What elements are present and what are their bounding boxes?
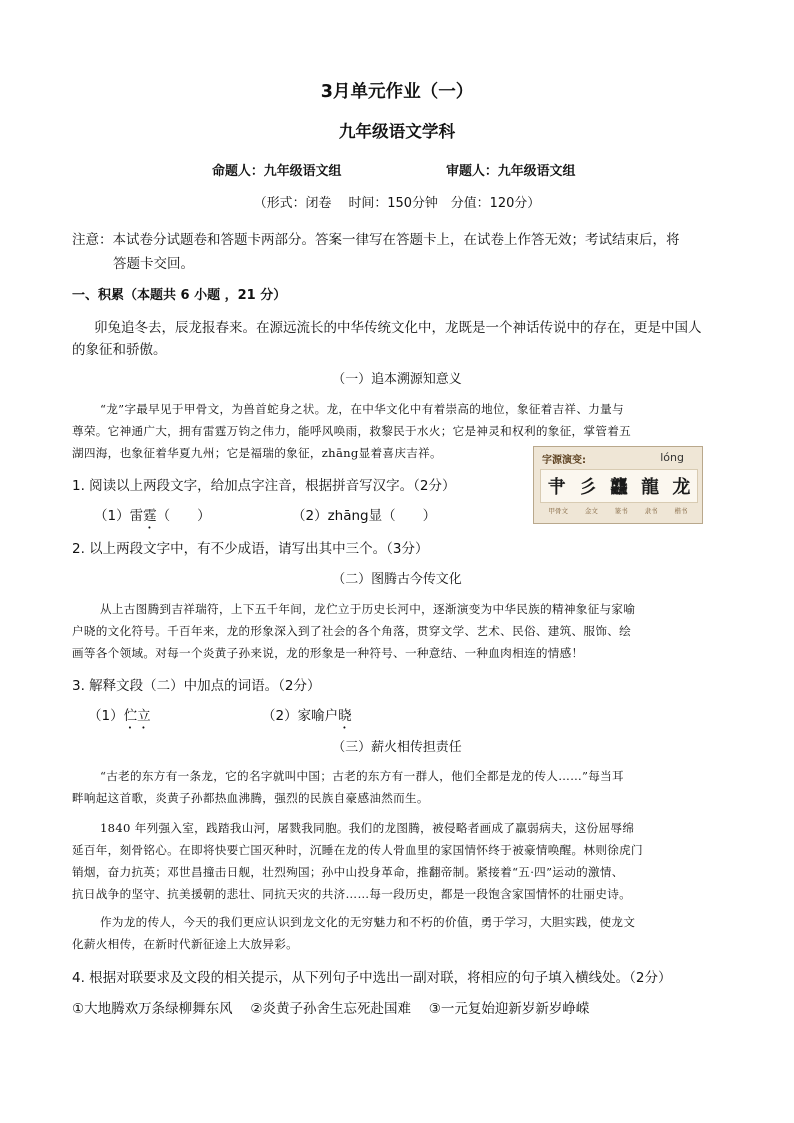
glyph-regular: 龙 [672, 477, 691, 498]
caption-seal: 篆书 [614, 507, 628, 515]
notice-line-1: 注意：本试卷分试题卷和答题卡两部分。答案一律写在答题卡上，在试卷上作答无效；考试结束后，将 [72, 232, 680, 248]
caption-oracle: 甲骨文 [548, 507, 568, 515]
glyph-oracle: ⺺ [547, 477, 566, 498]
part3-p3-line-2: 化薪火相传，在新时代新征途上大放异彩。 [72, 937, 298, 951]
glyph-row [540, 469, 698, 503]
q3b-prefix: （2）家喻户 [262, 708, 339, 724]
caption-row [540, 506, 696, 515]
part1-line-2: 尊荣。它神通广大，拥有雷霆万钧之伟力，能呼风唤雨，救黎民于水火；它是神灵和权利的象征，掌管着五 [72, 424, 632, 438]
glyph-seal: 龘 [609, 477, 628, 498]
notice-line-2: 答题卡交回。 [113, 256, 194, 272]
page-subtitle: 九年级语文学科 [338, 122, 456, 141]
character-evolution-figure [533, 446, 703, 524]
q3a-dotted-word: 伫立 [123, 708, 151, 724]
question-1: 1. 阅读以上两段文字，给加点字注音，根据拼音写汉字。（2分） [72, 478, 456, 494]
part3-p2-line-4: 抗日战争的坚守、抗美援朝的悲壮、同抗天灾的共济……每一段历史，都是一段饱含家国情怀的壮丽史诗。 [72, 887, 632, 901]
q1a-dotted-char: 霆 [143, 508, 157, 524]
q1a-blank: （ ） [156, 508, 211, 524]
part1-line-1: “龙”字最早见于甲骨文，为兽首蛇身之状。龙，在中华文化中有着崇高的地位，象征着吉祥、力量与 [100, 402, 624, 416]
question-4-options: ①大地腾欢万条绿柳舞东风 ②炎黄子孙舍生忘死赴国难 ③一元复始迎新岁新岁峥嵘 [72, 1001, 590, 1017]
author-left: 命题人：九年级语文组 [212, 164, 342, 179]
exam-format: （形式：闭卷 时间：150分钟 分值：120分） [253, 196, 541, 211]
part2-line-1: 从上古图腾到吉祥瑞符，上下五千年间，龙伫立于历史长河中，逐渐演变为中华民族的精神象征与家喻 [100, 602, 636, 616]
q3a-prefix: （1） [88, 708, 124, 724]
question-1-part-a [94, 504, 211, 532]
question-3-part-b [262, 704, 352, 732]
question-3-part-a [88, 704, 151, 732]
part2-line-2: 户晓的文化符号。千百年来，龙的形象深入到了社会的各个角落，贯穿文学、艺术、民俗、建筑、服饰、绘 [72, 624, 632, 638]
caption-bronze: 金文 [584, 507, 598, 515]
part3-p2-line-3: 销烟，奋力抗英；邓世昌撞击日舰，壮烈殉国；孙中山投身革命，推翻帝制。紧接着“五·四”运动的激情、 [72, 865, 624, 879]
glyph-clerical: 龍 [641, 477, 660, 498]
part3-p1-line-1: “古老的东方有一条龙，它的名字就叫中国；古老的东方有一群人，他们全都是龙的传人……”每当耳 [100, 769, 624, 783]
part1-line-3: 湖四海，也象征着华夏九州；它是福瑞的象征，zhāng显着喜庆吉祥。 [72, 446, 442, 460]
figure-heading: 字源演变: [542, 455, 586, 466]
page-title: 3月单元作业（一） [320, 82, 474, 102]
question-1-part-b: （2）zhāng显（ ） [292, 508, 437, 524]
part3-p1-line-2: 畔响起这首歌，炎黄子孙都热血沸腾，强烈的民族自豪感油然而生。 [72, 791, 429, 805]
part2-heading: （二）图腾古今传文化 [332, 572, 462, 587]
part3-p3-line-1: 作为龙的传人，今天的我们更应认识到龙文化的无穷魅力和不朽的价值，勇于学习，大胆实践，使龙文 [100, 915, 636, 929]
author-right: 审题人：九年级语文组 [446, 164, 576, 179]
part3-heading: （三）薪火相传担责任 [332, 740, 462, 755]
q3b-dotted-char: 晓 [338, 708, 352, 724]
caption-regular: 楷书 [674, 507, 688, 515]
part2-line-3: 画等各个领域。对每一个炎黄子孙来说，龙的形象是一种符号、一种意结、一种血肉相连的情感！ [72, 646, 584, 660]
section-heading: 一、积累（本题共 6 小题 ，21 分） [72, 288, 287, 303]
question-2: 2. 以上两段文字中，有不少成语，请写出其中三个。（3分） [72, 541, 429, 557]
figure-pinyin: lóng [660, 451, 684, 464]
part1-heading: （一）追本溯源知意义 [332, 372, 462, 387]
caption-clerical: 隶书 [644, 507, 658, 515]
q1a-prefix: （1）雷 [94, 508, 144, 524]
question-3: 3. 解释文段（二）中加点的词语。（2分） [72, 678, 321, 694]
intro-line-2: 的象征和骄傲。 [72, 342, 167, 358]
part3-p2-line-1: 1840 年列强入室，践踏我山河，屠戮我同胞。我们的龙图腾，被侵略者画成了羸弱病夫，这份屈辱绵 [100, 821, 635, 835]
question-4: 4. 根据对联要求及文段的相关提示，从下列句子中选出一副对联，将相应的句子填入横线处。（2分） [72, 970, 672, 986]
part3-p2-line-2: 延百年，刻骨铭心。在即将快要亡国灭种时，沉睡在龙的传人骨血里的家国情怀终于被豪情唤醒。林则徐虎门 [72, 843, 643, 857]
intro-line-1: 卯兔追冬去，辰龙报春来。在源远流长的中华传统文化中，龙既是一个神话传说中的存在，更是中国人 [94, 320, 702, 336]
glyph-bronze: 彡 [578, 477, 597, 498]
